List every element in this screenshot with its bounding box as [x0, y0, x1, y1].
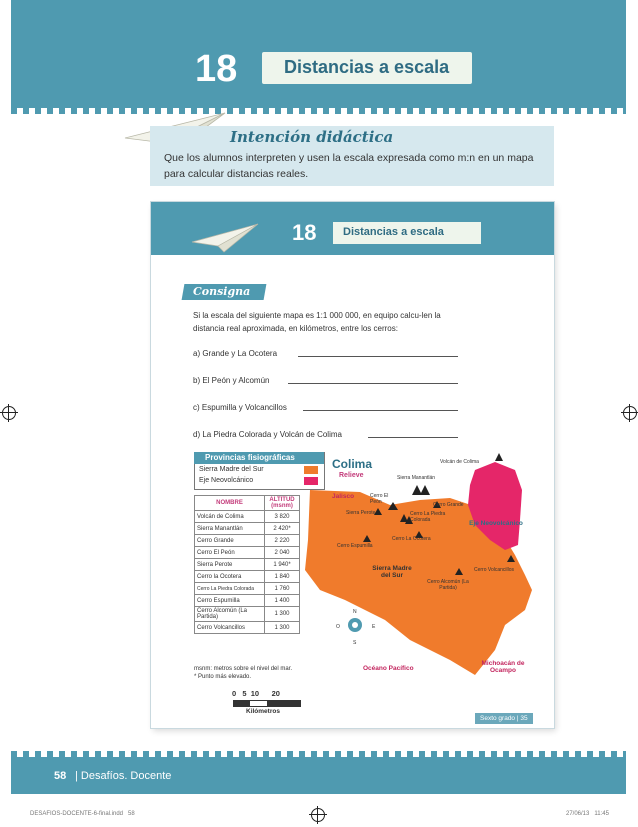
cell-name: Cerro la Ocotera [195, 571, 265, 583]
student-page-title: Distancias a escala [343, 226, 444, 238]
label-manantlan: Sierra Manantlán [397, 475, 436, 481]
answer-line-c[interactable] [303, 410, 458, 411]
label-volcancillos: Cerro Volcancillos [474, 567, 515, 573]
table-row [195, 535, 300, 547]
table-row [195, 583, 300, 595]
table-row [195, 511, 300, 523]
label-michoacan: Michoacán de Ocampo [481, 660, 525, 674]
compass-rose [348, 618, 362, 632]
page-title: Distancias a escala [284, 57, 450, 77]
cell-alt: 1 940* [265, 559, 300, 571]
cell-alt: 3 820 [265, 511, 300, 523]
label-perote: Sierra Perote [346, 510, 376, 516]
question-c: c) Espumilla y Volcancillos [193, 403, 287, 412]
col-header-name: NOMBRE [195, 496, 265, 511]
cell-alt: 2 220 [265, 535, 300, 547]
cell-name: Cerro El Peón [195, 547, 265, 559]
answer-line-a[interactable] [298, 356, 458, 357]
cell-alt: 1 300 [265, 622, 300, 634]
registration-mark-left [2, 406, 16, 420]
intencion-title: Intención didáctica [230, 128, 394, 146]
consigna-label: Consigna [193, 285, 251, 298]
cell-name: Sierra Manantlán [195, 523, 265, 535]
map-subtitle: Relieve [339, 472, 364, 479]
compass-o: O [336, 624, 340, 630]
scale-unit: Kilómetros [246, 708, 280, 715]
label-grande: Cerro Grande [433, 502, 464, 508]
registration-mark-bottom [311, 808, 325, 822]
table-row [195, 547, 300, 559]
label-alcomun: Cerro Alcomún (La Partida) [427, 579, 469, 591]
note-msnm: msnm: metros sobre el nivel del mar. [194, 666, 293, 672]
label-oceano: Océano Pacífico [363, 665, 414, 672]
answer-line-d[interactable] [368, 437, 458, 438]
intencion-text: Que los alumnos interpreten y usen la escala expresada como m:n en un mapa para calcular distancias reales. [164, 152, 534, 180]
cell-alt: 2 040 [265, 547, 300, 559]
table-row [195, 607, 300, 622]
question-b: b) El Peón y Alcomún [193, 376, 270, 385]
legend-item-eje: Eje Neovolcánico [199, 477, 254, 484]
question-a: a) Grande y La Ocotera [193, 349, 278, 358]
label-sierra-sur: Sierra Madre del Sur [372, 565, 412, 579]
student-chapter-number: 18 [292, 220, 317, 245]
table-row [195, 622, 300, 634]
map-title: Colima [332, 457, 373, 471]
note-asterisk: * Punto más elevado. [194, 674, 252, 680]
question-d: d) La Piedra Colorada y Volcán de Colima [193, 430, 342, 439]
compass-s: S [353, 640, 357, 646]
print-slug-left: DESAFIOS-DOCENTE-6-final.indd 58 [30, 811, 135, 817]
cell-name: Sierra Perote [195, 559, 265, 571]
inner-page-footer: Sexto grado | 35 [475, 713, 533, 724]
cell-alt: 1 760 [265, 583, 300, 595]
page-number: 58 [54, 770, 67, 782]
col-header-alt: ALTITUD (msnm) [265, 496, 300, 511]
paper-plane-small-icon [190, 220, 260, 255]
scale-ticks: 0 5 10 20 [232, 689, 280, 698]
scale-bar [233, 700, 301, 707]
answer-line-b[interactable] [288, 383, 458, 384]
cell-alt: 2 420* [265, 523, 300, 535]
table-row [195, 523, 300, 535]
altitude-table [194, 495, 300, 634]
label-volcan: Volcán de Colima [440, 459, 479, 465]
cell-name: Cerro Alcomún (La Partida) [195, 607, 265, 622]
label-jalisco: Jalisco [332, 493, 355, 500]
table-row [195, 559, 300, 571]
cell-name: Cerro Volcancillos [195, 622, 265, 634]
chapter-number: 18 [195, 48, 238, 90]
registration-mark-right [623, 406, 637, 420]
label-peon: Cerro El Peón [370, 493, 389, 505]
cell-name: Cerro Grande [195, 535, 265, 547]
cell-name: Cerro Espumilla [195, 595, 265, 607]
print-slug-right: 27/06/13 11:45 [566, 811, 609, 817]
cell-name: Volcán de Colima [195, 511, 265, 523]
cell-alt: 1 840 [265, 571, 300, 583]
cell-name: Cerro La Piedra Colorada [195, 583, 265, 595]
label-espumilla: Cerro Espumilla [337, 543, 373, 549]
label-piedra: Cerro La Piedra Colorada [410, 511, 446, 523]
cell-alt: 1 300 [265, 607, 300, 622]
consigna-text: Si la escala del siguiente mapa es 1:1 000 000, en equipo calcu-len la distancia real aproximada, en kilómetros, entre los cerros: [193, 311, 441, 333]
label-eje: Eje Neovolcánico [469, 520, 523, 527]
compass-e: E [372, 624, 376, 630]
cell-alt: 1 400 [265, 595, 300, 607]
legend-item-sierra: Sierra Madre del Sur [199, 466, 264, 473]
table-row [195, 571, 300, 583]
compass-n: N [353, 609, 357, 615]
table-row [195, 595, 300, 607]
provincias-title: Provincias fisiográficas [205, 453, 295, 462]
label-ocotera: Cerro La Ocotera [392, 536, 431, 542]
page-description: | Desafíos. Docente [75, 770, 172, 782]
